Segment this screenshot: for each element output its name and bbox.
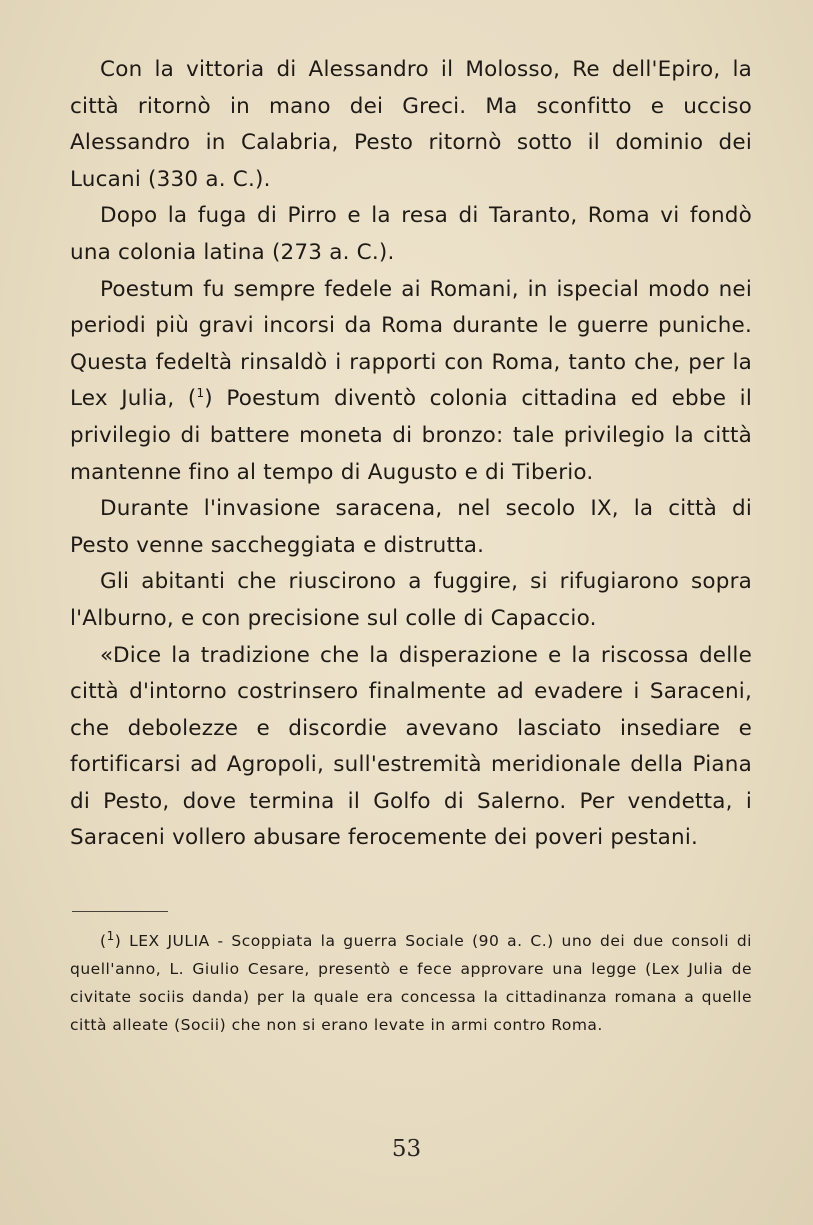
poestum-text-after: Poestum diventò colonia cittadina ed ebbe il privilegio di battere moneta di bronzo: tale privilegio la città mantenne fino al tempo di Augusto e di Tiberio. [70, 386, 752, 485]
footnote-reference[interactable] [188, 386, 213, 411]
paragraph-pirro: Dopo la fuga di Pirro e la resa di Taranto, Roma vi fondò una colonia latina (273 a. C.). [70, 203, 752, 265]
ref-open: ( [187, 386, 197, 412]
footnote-text: LEX JULIA - Scoppiata la guerra Sociale (90 a. C.) uno dei due consoli di quell'anno, L. Giulio Cesare, presentò e fece approvare una legge (Lex Julia de civitate sociis danda) per la quale era concessa la cittadinanza romana a quelle città alleate (Socii) che non si erano levate in armi contro Roma. [70, 932, 752, 1034]
ref-close: ) [204, 386, 213, 412]
paragraph-poestum [70, 272, 752, 492]
footnote-mark-close: ) [114, 932, 122, 950]
paragraph-tradizione: «Dice la tradizione che la disperazione e la riscossa delle città d'intorno costrinsero finalmente ad evadere i Saraceni, che debolezze e discordie avevano lasciato insediare e fortificarsi ad Agropoli, sull'estremità meridionale della Piana di Pesto, dove termina il Golfo di Salerno. Per vendetta, i Saraceni vollero abusare ferocemente dei poveri pestani. [70, 642, 752, 851]
footnote-ref-mark: 1 [196, 386, 205, 401]
poestum-text-before: Poestum fu sempre fedele ai Romani, in ispecial modo nei periodi più gravi incorsi da Roma durante le guerre puniche. Questa fedeltà rinsaldò i rapporti con Roma, tanto che, per la Lex Julia, [70, 276, 752, 412]
paragraph-alburno: Gli abitanti che riuscirono a fuggire, si rifugiarono sopra l'Alburno, e con precisione sul colle di Capaccio. [70, 569, 752, 631]
main-text [70, 52, 752, 857]
footnote-mark: 1 [106, 928, 115, 943]
footnote-divider [72, 911, 168, 912]
footnote [70, 927, 752, 1039]
page-number: 53 [391, 1136, 422, 1162]
paragraph-alessandro: Con la vittoria di Alessandro il Molosso, Re dell'Epiro, la città ritornò in mano dei Greci. Ma sconfitto e ucciso Alessandro in Calabria, Pesto ritornò sotto il dominio dei Lucani (330 a. C.). [70, 57, 752, 192]
paragraph-saraceni: Durante l'invasione saracena, nel secolo IX, la città di Pesto venne saccheggiata e distrutta. [70, 496, 752, 558]
footnote-mark-open: ( [100, 932, 107, 950]
